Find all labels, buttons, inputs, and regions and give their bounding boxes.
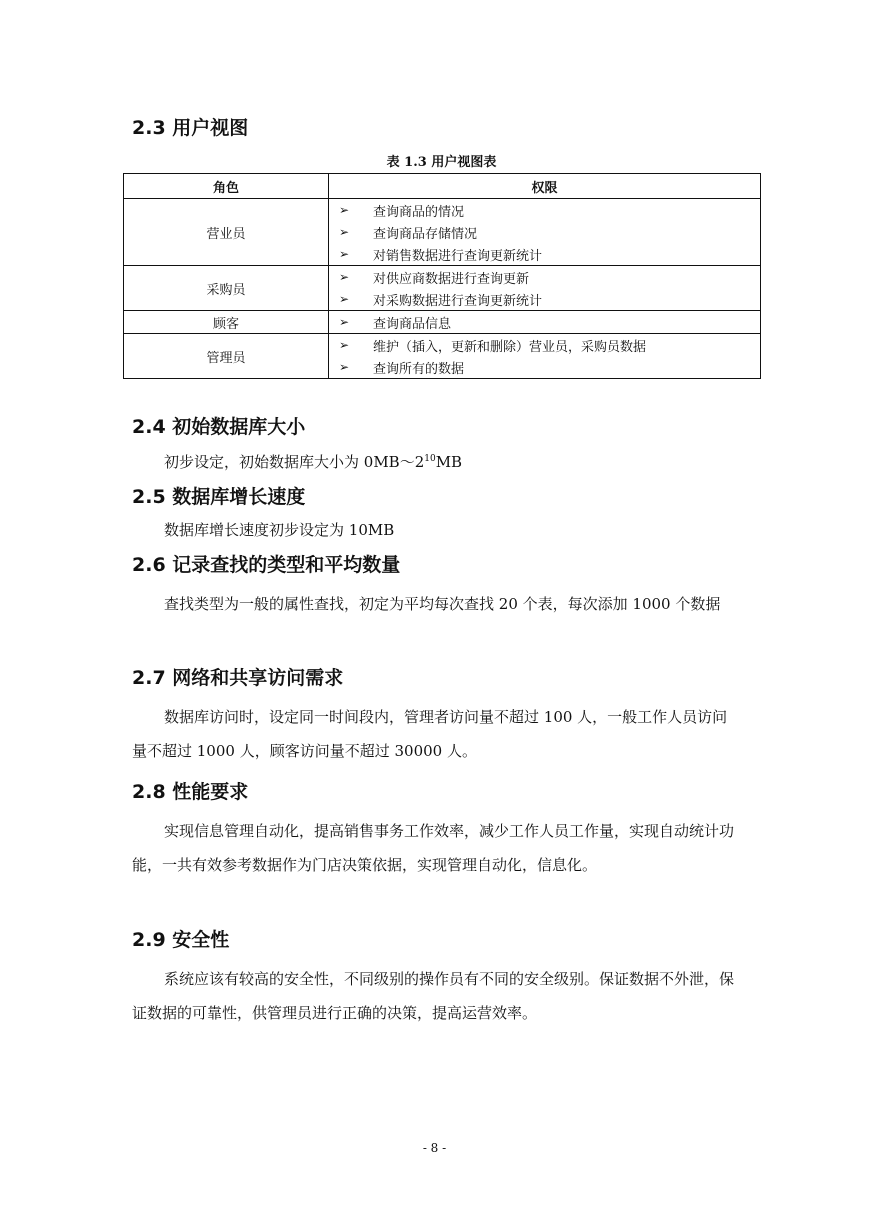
user-view-table bbox=[123, 173, 761, 379]
permission-item bbox=[339, 334, 760, 356]
header-permissions: 权限 bbox=[329, 174, 761, 199]
table-row bbox=[124, 199, 761, 266]
permission-text: 对销售数据进行查询更新统计 bbox=[373, 248, 543, 264]
table-row bbox=[124, 266, 761, 311]
permission-text: 查询所有的数据 bbox=[373, 361, 465, 377]
table-row bbox=[124, 334, 761, 379]
permissions-cell bbox=[329, 199, 761, 266]
permission-item bbox=[339, 288, 760, 310]
arrow-bullet-icon: ➢ bbox=[339, 338, 350, 352]
permission-text: 查询商品存储情况 bbox=[373, 226, 478, 242]
permission-text: 对供应商数据进行查询更新 bbox=[373, 271, 530, 287]
section-paragraph-2-8: 实现信息管理自动化，提高销售事务工作效率，减少工作人员工作量，实现自动统计功能，一共有效参考数据作为门店决策依据，实现管理自动化，信息化。 bbox=[132, 822, 735, 874]
permissions-cell bbox=[329, 311, 761, 334]
section-paragraph-2-7: 数据库访问时，设定同一时间段内，管理者访问量不超过 100 人，一般工作人员访问量不超过 1000 人，顾客访问量不超过 30000 人。 bbox=[132, 708, 728, 760]
arrow-bullet-icon: ➢ bbox=[339, 225, 350, 239]
permission-item bbox=[339, 243, 760, 265]
unit-text: MB bbox=[435, 453, 463, 471]
page-number: - 8 - bbox=[422, 1141, 447, 1155]
role-cell: 顾客 bbox=[124, 311, 329, 334]
permission-item bbox=[339, 356, 760, 378]
section-heading-2-3: 2.3 用户视图 bbox=[132, 117, 249, 139]
role-cell: 采购员 bbox=[124, 266, 329, 311]
section-heading-2-9: 2.9 安全性 bbox=[132, 929, 230, 951]
arrow-bullet-icon: ➢ bbox=[339, 360, 350, 374]
table-caption: 表 1.3 用户视图表 bbox=[386, 155, 497, 170]
section-paragraph-2-6: 查找类型为一般的属性查找，初定为平均每次查找 20 个表，每次添加 1000 个数据 bbox=[164, 595, 721, 613]
permission-item bbox=[339, 311, 760, 333]
permissions-cell bbox=[329, 334, 761, 379]
section-heading-2-8: 2.8 性能要求 bbox=[132, 781, 249, 803]
section-paragraph-2-4 bbox=[132, 450, 742, 474]
table-header-row bbox=[124, 174, 761, 199]
arrow-bullet-icon: ➢ bbox=[339, 203, 350, 217]
section-paragraph-2-9: 系统应该有较高的安全性，不同级别的操作员有不同的安全级别。保证数据不外泄，保证数据的可靠性，供管理员进行正确的决策，提高运营效率。 bbox=[132, 970, 735, 1022]
section-heading-2-4: 2.4 初始数据库大小 bbox=[132, 416, 306, 438]
permissions-cell bbox=[329, 266, 761, 311]
permission-text: 查询商品信息 bbox=[373, 316, 452, 332]
role-cell: 营业员 bbox=[124, 199, 329, 266]
table-row bbox=[124, 311, 761, 334]
permission-text: 对采购数据进行查询更新统计 bbox=[373, 293, 543, 309]
permission-text: 维护（插入，更新和删除）营业员，采购员数据 bbox=[373, 339, 647, 355]
header-role: 角色 bbox=[124, 174, 329, 199]
permission-text: 查询商品的情况 bbox=[373, 204, 465, 220]
permission-item bbox=[339, 221, 760, 243]
arrow-bullet-icon: ➢ bbox=[339, 292, 350, 306]
arrow-bullet-icon: ➢ bbox=[339, 270, 350, 284]
section-heading-2-6: 2.6 记录查找的类型和平均数量 bbox=[132, 554, 401, 576]
role-cell: 管理员 bbox=[124, 334, 329, 379]
permission-item bbox=[339, 266, 760, 288]
exponent-text: 10 bbox=[424, 454, 436, 464]
section-heading-2-7: 2.7 网络和共享访问需求 bbox=[132, 667, 344, 689]
section-heading-2-5: 2.5 数据库增长速度 bbox=[132, 486, 306, 508]
arrow-bullet-icon: ➢ bbox=[339, 247, 350, 261]
initial-size-text: 初步设定，初始数据库大小为 0MB～2 bbox=[164, 453, 425, 471]
permission-item bbox=[339, 199, 760, 221]
section-paragraph-2-5: 数据库增长速度初步设定为 10MB bbox=[164, 521, 395, 539]
arrow-bullet-icon: ➢ bbox=[339, 315, 350, 329]
